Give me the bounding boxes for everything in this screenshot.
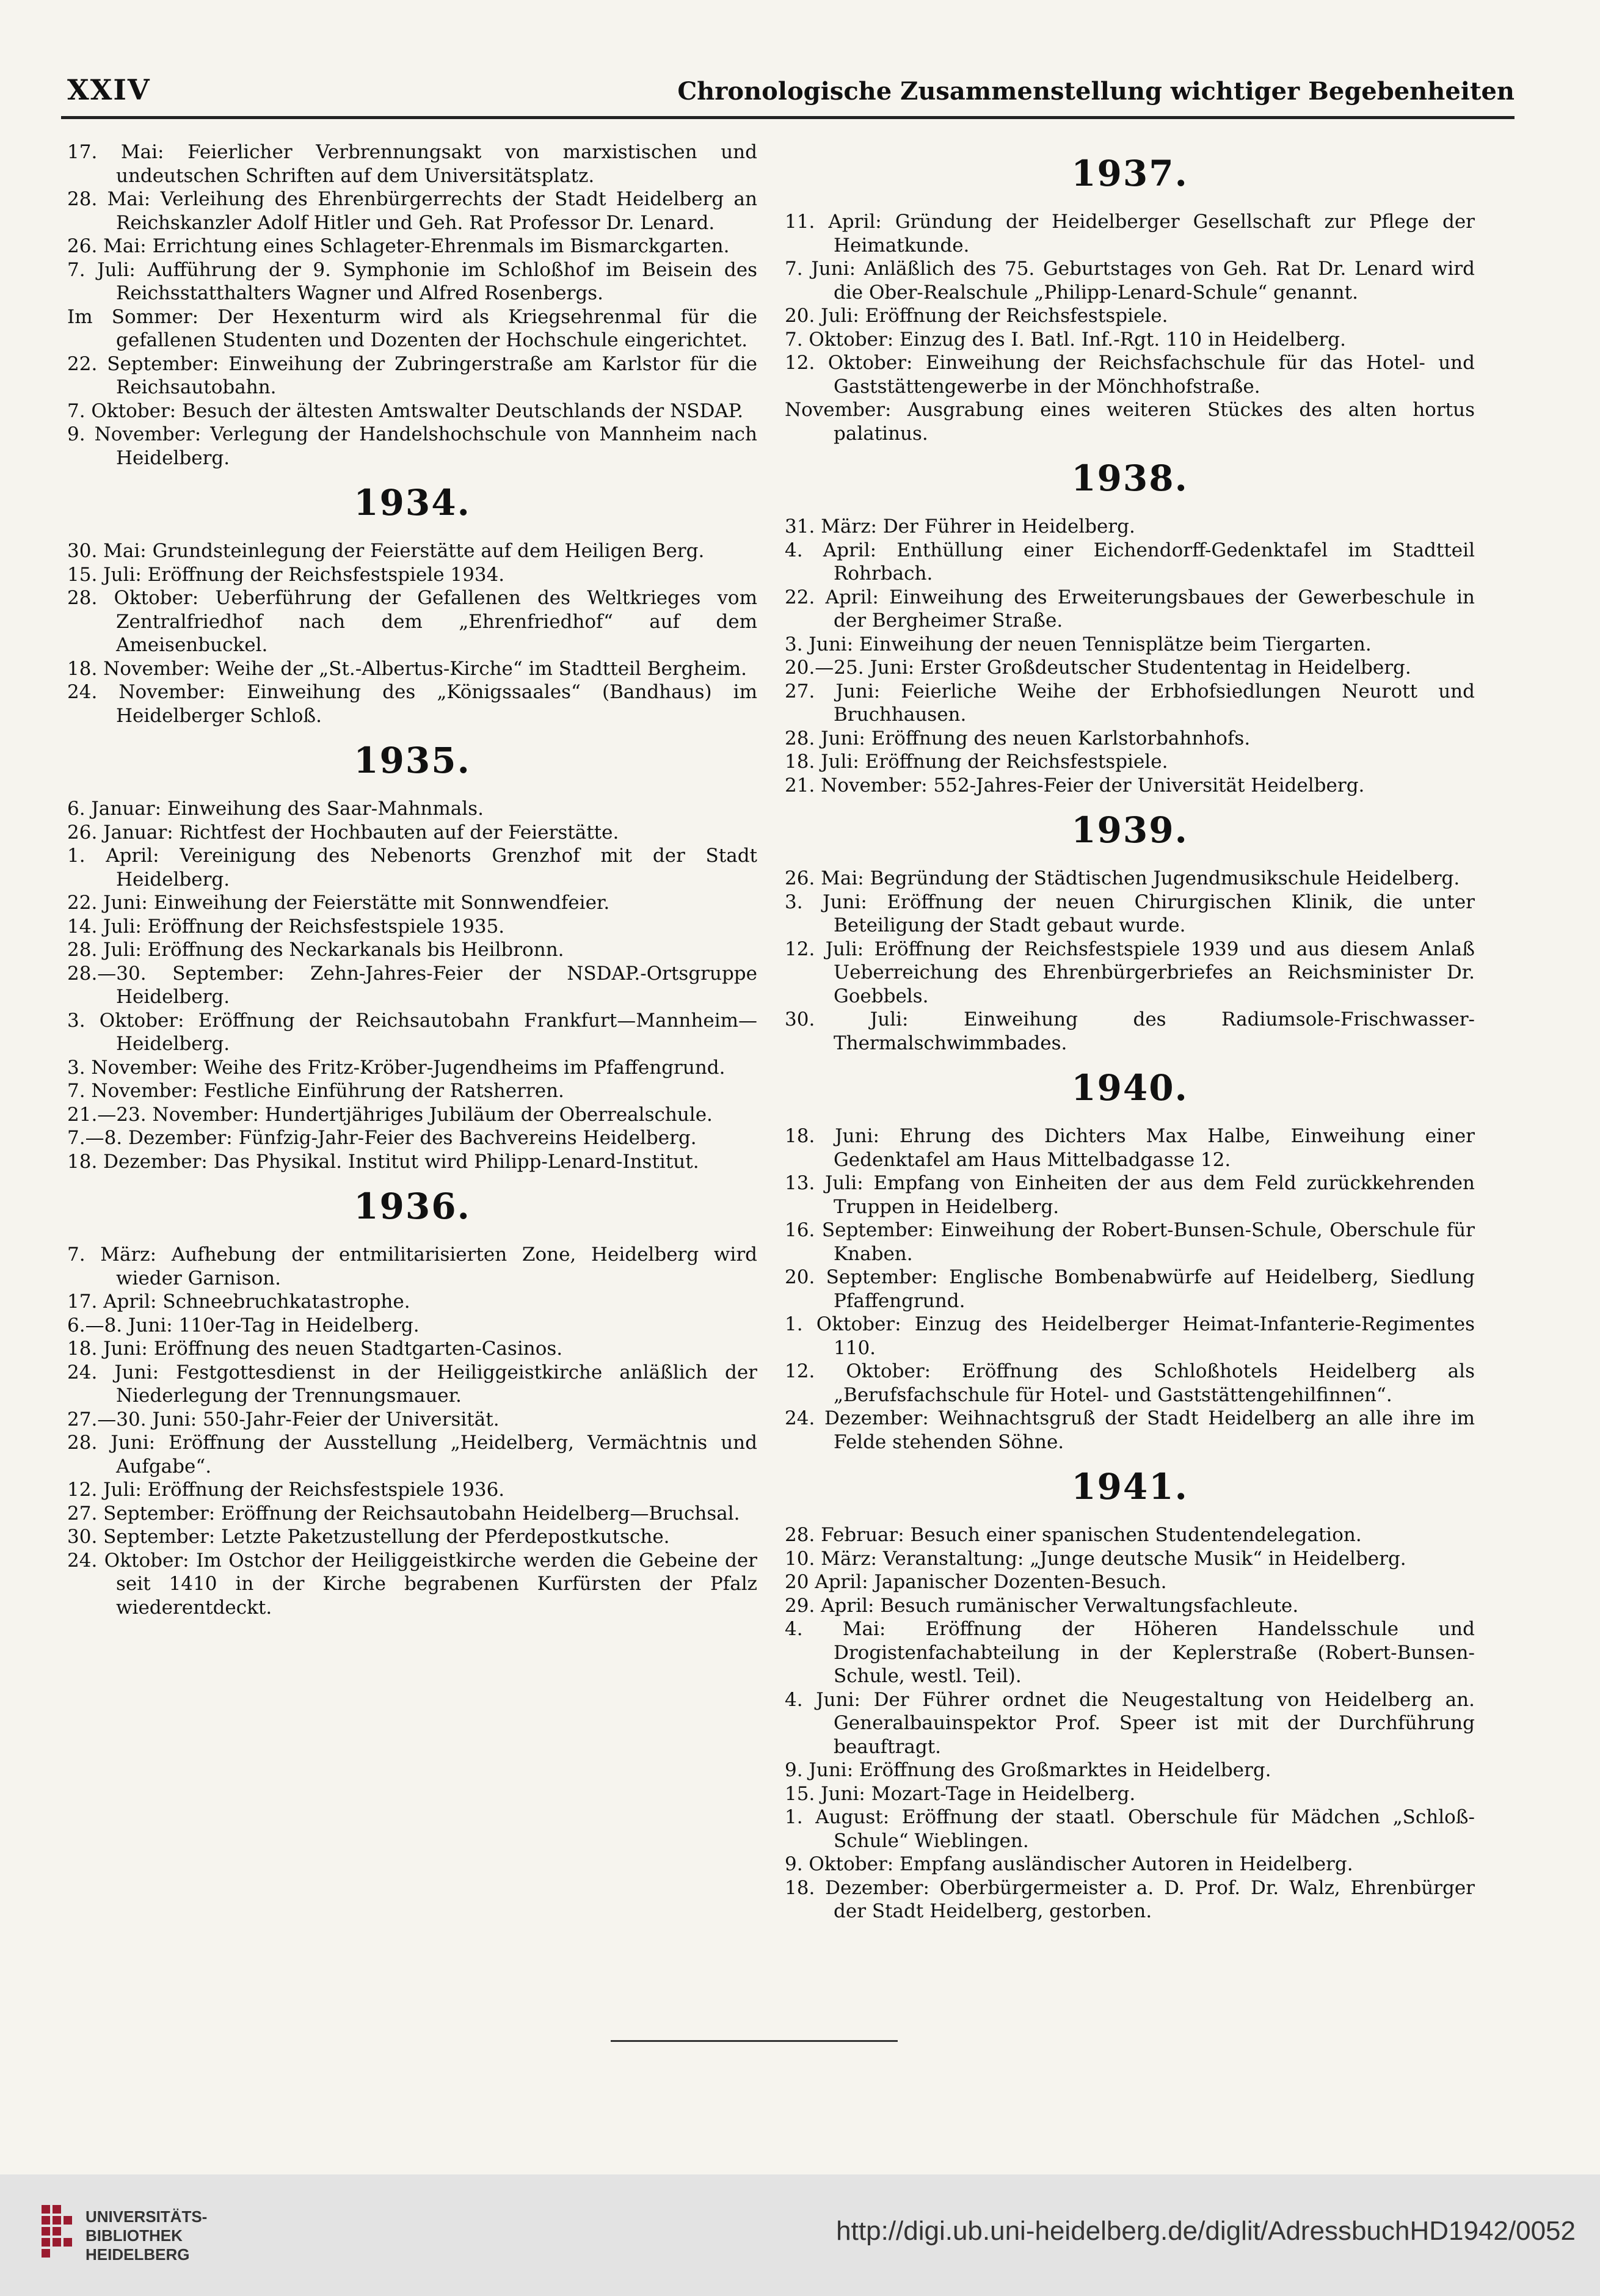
- chronology-entry: 29. April: Besuch rumänischer Verwaltungsfachleute.: [785, 1594, 1299, 1617]
- library-logo-text: [85, 2207, 207, 2264]
- chronology-entry: 28. Oktober: Ueberführung der Gefallenen des Weltkrieges vom Zentralfriedhof nach dem „Ehrenfriedhof“ auf dem Ameisenbuckel.: [67, 587, 757, 656]
- chronology-entry: 15. Juli: Eröffnung der Reichsfestspiele 1934.: [67, 563, 505, 586]
- chronology-entry: 24. Juni: Festgottesdienst in der Heiliggeistkirche anläßlich der Niederlegung der Trennungsmauer.: [67, 1361, 757, 1407]
- chronology-entry: 18. Juni: Ehrung des Dichters Max Halbe, Einweihung einer Gedenktafel am Haus Mittelbadgasse 12.: [785, 1125, 1475, 1171]
- chronology-entry: 28. Februar: Besuch einer spanischen Studentendelegation.: [785, 1524, 1362, 1546]
- chronology-entry: 17. April: Schneebruchkatastrophe.: [67, 1291, 410, 1313]
- year-section: [785, 1466, 1475, 1923]
- year-section: [785, 153, 1475, 445]
- chronology-entry: 27. September: Eröffnung der Reichsautobahn Heidelberg—Bruchsal.: [67, 1502, 740, 1525]
- chronology-entry: 6. Januar: Einweihung des Saar-Mahnmals.: [67, 798, 484, 820]
- chronology-entry: 28. Mai: Verleihung des Ehrenbürgerrechts der Stadt Heidelberg an Reichskanzler Adolf Hitler und Geh. Rat Professor Dr. Lenard.: [67, 188, 757, 234]
- year-heading: 1938.: [1071, 457, 1188, 499]
- left-column: [67, 140, 757, 1619]
- chronology-entry: 10. März: Veranstaltung: „Junge deutsche Musik“ in Heidelberg.: [785, 1547, 1406, 1570]
- chronology-entry: 3. Juni: Einweihung der neuen Tennisplätze beim Tiergarten.: [785, 633, 1372, 655]
- chronology-entry: 9. Oktober: Empfang ausländischer Autoren in Heidelberg.: [785, 1853, 1353, 1875]
- chronology-entry: 3. Oktober: Eröffnung der Reichsautobahn Frankfurt—Mannheim—Heidelberg.: [67, 1009, 757, 1055]
- page-header: [61, 73, 1515, 119]
- chronology-entry: 1. August: Eröffnung der staatl. Oberschule für Mädchen „Schloß-Schule“ Wieblingen.: [785, 1806, 1475, 1852]
- year-heading: 1934.: [354, 482, 471, 523]
- chronology-entry: 12. Oktober: Einweihung der Reichsfachschule für das Hotel- und Gaststättengewerbe in der Mönchhofstraße.: [785, 352, 1475, 398]
- chronology-entry: 28. Juni: Eröffnung der Ausstellung „Heidelberg, Vermächtnis und Aufgabe“.: [67, 1432, 757, 1478]
- chronology-entry: 28. Juni: Eröffnung des neuen Karlstorbahnhofs.: [785, 727, 1251, 749]
- running-head: Chronologische Zusammenstellung wichtiger Begebenheiten: [677, 77, 1515, 106]
- year-section: [67, 740, 757, 1173]
- year-section: [67, 1186, 757, 1619]
- chronology-entry: 20.—25. Juni: Erster Großdeutscher Studententag in Heidelberg.: [785, 657, 1411, 679]
- year-section: [785, 1067, 1475, 1454]
- chronology-entry: 24. November: Einweihung des „Königssaales“ (Bandhaus) im Heidelberger Schloß.: [67, 681, 757, 727]
- chronology-entry: 20 April: Japanischer Dozenten-Besuch.: [785, 1571, 1167, 1593]
- chronology-entry: 7. Oktober: Einzug des I. Batl. Inf.-Rgt. 110 in Heidelberg.: [785, 328, 1346, 351]
- chronology-entry: 21. November: 552-Jahres-Feier der Universität Heidelberg.: [785, 774, 1365, 796]
- chronology-entry: 20. Juli: Eröffnung der Reichsfestspiele.: [785, 305, 1168, 327]
- chronology-entry: 7. Juli: Aufführung der 9. Symphonie im Schloßhof im Beisein des Reichsstatthalters Wagner und Alfred Rosenbergs.: [67, 258, 757, 304]
- chronology-entry: 31. März: Der Führer in Heidelberg.: [785, 516, 1135, 538]
- chronology-entry: 4. Mai: Eröffnung der Höheren Handelsschule und Drogistenfachabteilung in der Keplerstraße (Robert-Bunsen-Schule, westl. Teil).: [785, 1618, 1475, 1687]
- chronology-entry: 12. Juli: Eröffnung der Reichsfestspiele 1939 und aus diesem Anlaß Ueberreichung des Ehrenbürgerbriefes an Reichsminister Dr. Goebbels.: [785, 938, 1475, 1007]
- chronology-entry: 16. September: Einweihung der Robert-Bunsen-Schule, Oberschule für Knaben.: [785, 1219, 1475, 1265]
- chronology-entry: 14. Juli: Eröffnung der Reichsfestspiele 1935.: [67, 915, 505, 938]
- chronology-entry: 12. Oktober: Eröffnung des Schloßhotels Heidelberg als „Berufsfachschule für Hotel- und Gaststättengehilfinnen“.: [785, 1360, 1475, 1406]
- year-section: [67, 482, 757, 727]
- footer-bar: [0, 2174, 1600, 2296]
- chronology-entry: 26. Mai: Errichtung eines Schlageter-Ehrenmals im Bismarckgarten.: [67, 235, 730, 257]
- right-column: [785, 140, 1475, 1923]
- source-url-link[interactable]: http://digi.ub.uni-heidelberg.de/diglit/AdressbuchHD1942/0052: [836, 2216, 1576, 2246]
- chronology-entry: 28. Juli: Eröffnung des Neckarkanals bis Heilbronn.: [67, 939, 564, 961]
- chronology-entry: 7. Oktober: Besuch der ältesten Amtswalter Deutschlands der NSDAP.: [67, 399, 744, 422]
- chronology-entry: 18. Dezember: Das Physikal. Institut wird Philipp-Lenard-Institut.: [67, 1150, 699, 1173]
- chronology-entry: 18. Dezember: Oberbürgermeister a. D. Prof. Dr. Walz, Ehrenbürger der Stadt Heidelberg, gestorben.: [785, 1876, 1475, 1922]
- year-heading: 1941.: [1071, 1466, 1188, 1507]
- chronology-entry: 27. Juni: Feierliche Weihe der Erbhofsiedlungen Neurott und Bruchhausen.: [785, 680, 1475, 726]
- chronology-entry: 9. November: Verlegung der Handelshochschule von Mannheim nach Heidelberg.: [67, 423, 757, 469]
- chronology-entry: 18. Juni: Eröffnung des neuen Stadtgarten-Casinos.: [67, 1338, 563, 1360]
- year-heading: 1936.: [354, 1186, 471, 1227]
- university-library-logo-icon: [42, 2205, 76, 2266]
- chronology-entry: 24. Oktober: Im Ostchor der Heiliggeistkirche werden die Gebeine der seit 1410 in der Kirche begrabenen Kurfürsten der Pfalz wiederentdeckt.: [67, 1549, 757, 1619]
- chronology-entry: 18. Juli: Eröffnung der Reichsfestspiele.: [785, 751, 1168, 773]
- chronology-entry: 30. Juli: Einweihung des Radiumsole-Frischwasser-Thermalschwimmbades.: [785, 1008, 1475, 1054]
- year-heading: 1935.: [354, 740, 471, 781]
- chronology-entry: 26. Januar: Richtfest der Hochbauten auf der Feierstätte.: [67, 821, 619, 844]
- chronology-entry: 22. September: Einweihung der Zubringerstraße am Karlstor für die Reichsautobahn.: [67, 352, 757, 398]
- year-heading: 1937.: [1071, 153, 1188, 194]
- chronology-entry: 3. November: Weihe des Fritz-Kröber-Jugendheims im Pfaffengrund.: [67, 1056, 725, 1079]
- page-number: XXIV: [67, 73, 151, 106]
- chronology-entry: 11. April: Gründung der Heidelberger Gesellschaft zur Pflege der Heimatkunde.: [785, 211, 1475, 257]
- chronology-entry: 30. Mai: Grundsteinlegung der Feierstätte auf dem Heiligen Berg.: [67, 540, 705, 562]
- year-heading: 1940.: [1071, 1067, 1188, 1109]
- chronology-entry: 7. März: Aufhebung der entmilitarisierten Zone, Heidelberg wird wieder Garnison.: [67, 1244, 757, 1289]
- chronology-entry: 4. April: Enthüllung einer Eichendorff-Gedenktafel im Stadtteil Rohrbach.: [785, 539, 1475, 585]
- chronology-entry: November: Ausgrabung eines weiteren Stückes des alten hortus palatinus.: [785, 399, 1475, 445]
- chronology-entry: 22. April: Einweihung des Erweiterungsbaues der Gewerbeschule in der Bergheimer Straße.: [785, 586, 1475, 632]
- year-section: [785, 809, 1475, 1055]
- chronology-entry: Im Sommer: Der Hexenturm wird als Kriegsehrenmal für die gefallenen Studenten und Dozenten der Hochschule eingerichtet.: [67, 305, 757, 351]
- chronology-entry: 1. April: Vereinigung des Nebenorts Grenzhof mit der Stadt Heidelberg.: [67, 845, 757, 891]
- logo-line: HEIDELBERG: [85, 2245, 190, 2264]
- chronology-entry: 24. Dezember: Weihnachtsgruß der Stadt Heidelberg an alle ihre im Felde stehenden Söhne.: [785, 1407, 1475, 1453]
- year-heading: 1939.: [1071, 809, 1188, 851]
- chronology-entry: 26. Mai: Begründung der Städtischen Jugendmusikschule Heidelberg.: [785, 867, 1460, 889]
- chronology-entry: 15. Juni: Mozart-Tage in Heidelberg.: [785, 1782, 1136, 1805]
- year-section: [67, 140, 757, 470]
- chronology-entry: 7. November: Festliche Einführung der Ratsherren.: [67, 1080, 564, 1102]
- chronology-entry: 7. Juni: Anläßlich des 75. Geburtstages von Geh. Rat Dr. Lenard wird die Ober-Realschule „Philipp-Lenard-Schule“ genannt.: [785, 258, 1475, 304]
- chronology-entry: 3. Juni: Eröffnung der neuen Chirurgischen Klinik, die unter Beteiligung der Stadt gebaut wurde.: [785, 891, 1475, 936]
- chronology-entry: 6.—8. Juni: 110er-Tag in Heidelberg.: [67, 1314, 420, 1336]
- chronology-entry: 12. Juli: Eröffnung der Reichsfestspiele 1936.: [67, 1479, 505, 1501]
- chronology-entry: 4. Juni: Der Führer ordnet die Neugestaltung von Heidelberg an. Generalbauinspektor Prof. Speer ist mit der Durchführung beauftragt.: [785, 1688, 1475, 1758]
- chronology-entry: 20. September: Englische Bombenabwürfe auf Heidelberg, Siedlung Pfaffengrund.: [785, 1266, 1475, 1312]
- chronology-entry: 13. Juli: Empfang von Einheiten der aus dem Feld zurückkehrenden Truppen in Heidelberg.: [785, 1172, 1475, 1218]
- chronology-entry: 9. Juni: Eröffnung des Großmarktes in Heidelberg.: [785, 1759, 1271, 1781]
- logo-line: BIBLIOTHEK: [85, 2226, 183, 2245]
- chronology-entry: 30. September: Letzte Paketzustellung der Pferdepostkutsche.: [67, 1526, 670, 1548]
- chronology-entry: 17. Mai: Feierlicher Verbrennungsakt von marxistischen und undeutschen Schriften auf dem Universitätsplatz.: [67, 141, 757, 187]
- chronology-entry: 22. Juni: Einweihung der Feierstätte mit Sonnwendfeier.: [67, 892, 610, 914]
- chronology-entry: 27.—30. Juni: 550-Jahr-Feier der Universität.: [67, 1408, 500, 1430]
- logo-line: UNIVERSITÄTS-: [85, 2207, 208, 2226]
- chronology-entry: 7.—8. Dezember: Fünfzig-Jahr-Feier des Bachvereins Heidelberg.: [67, 1127, 697, 1149]
- chronology-entry: 1. Oktober: Einzug des Heidelberger Heimat-Infanterie-Regimentes 110.: [785, 1313, 1475, 1359]
- chronology-entry: 18. November: Weihe der „St.-Albertus-Kirche“ im Stadtteil Bergheim.: [67, 657, 747, 680]
- end-rule: [611, 2040, 898, 2042]
- year-section: [785, 457, 1475, 797]
- chronology-entry: 21.—23. November: Hundertjähriges Jubiläum der Oberrealschule.: [67, 1103, 713, 1126]
- chronology-entry: 28.—30. September: Zehn-Jahres-Feier der NSDAP.-Ortsgruppe Heidelberg.: [67, 962, 757, 1008]
